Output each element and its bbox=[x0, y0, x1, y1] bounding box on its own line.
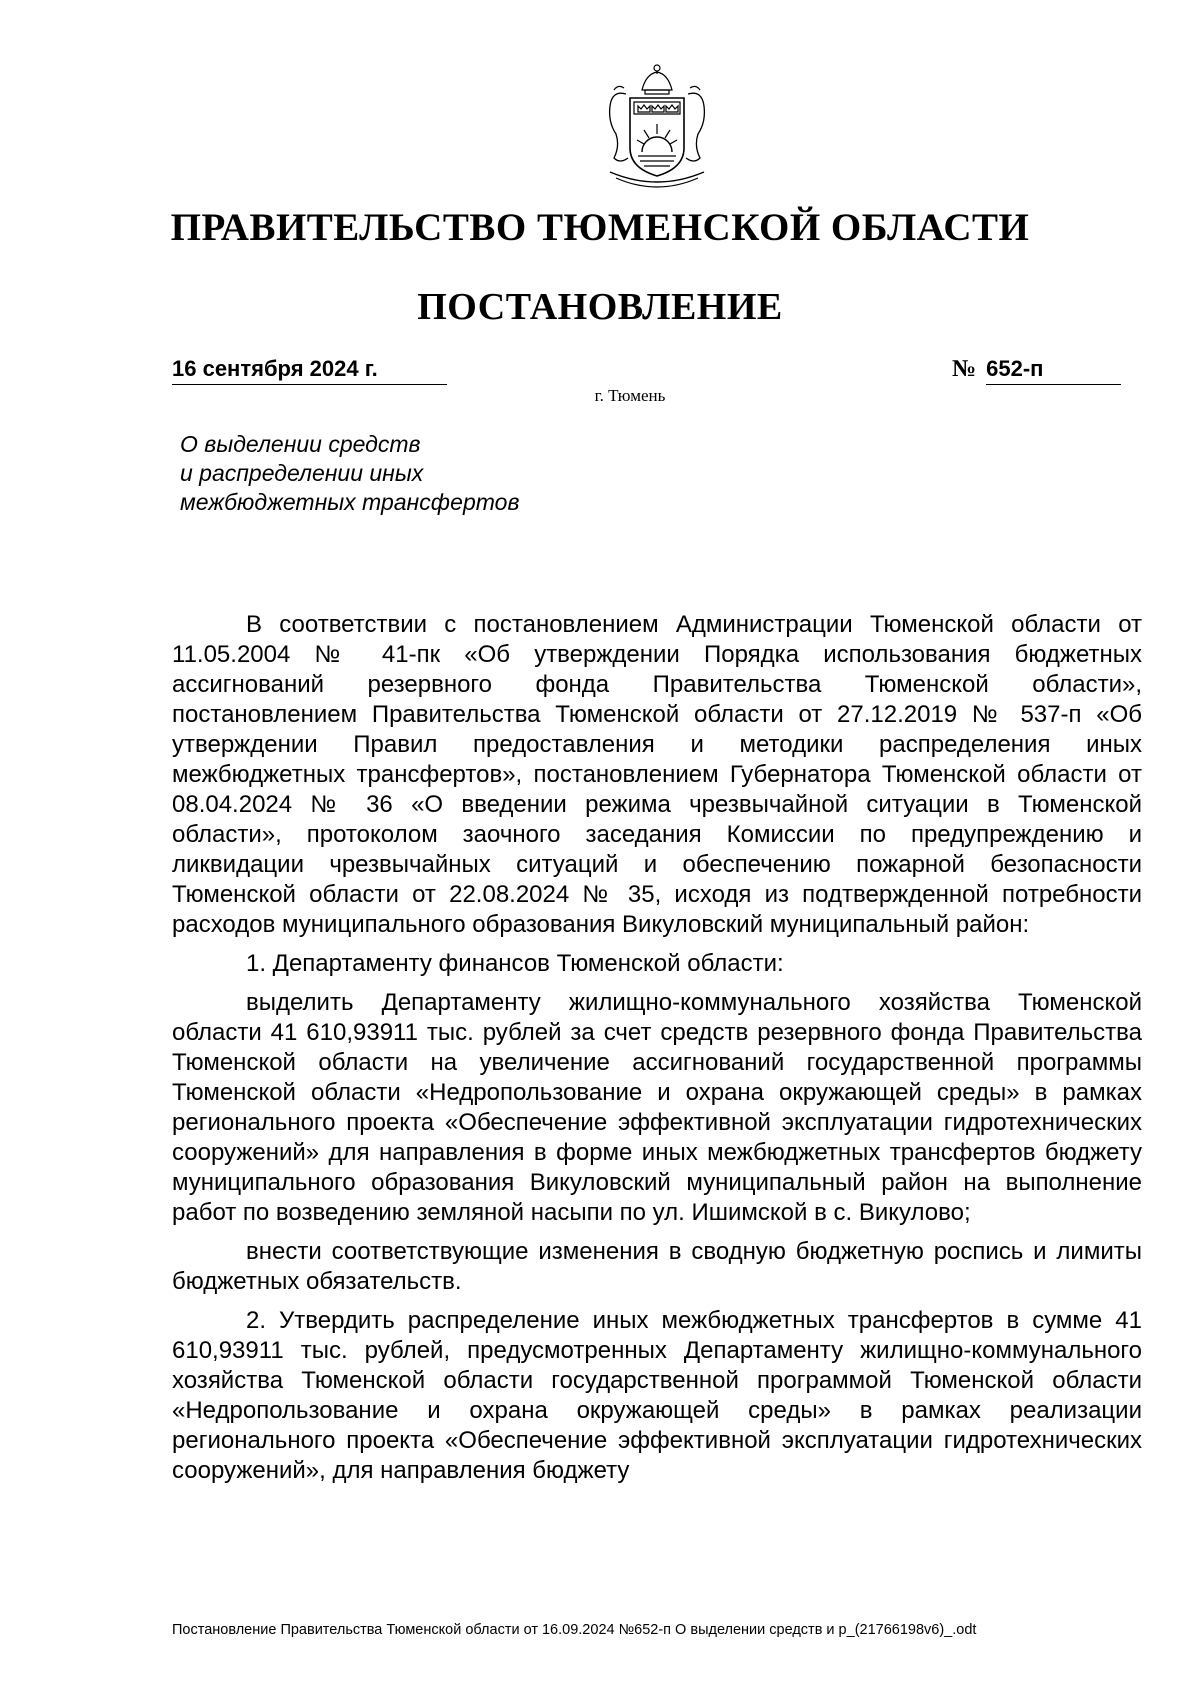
document-body bbox=[172, 610, 1142, 1486]
subject-line: и распределении иных bbox=[180, 460, 424, 486]
subject-line: межбюджетных трансфертов bbox=[180, 489, 520, 515]
document-subject bbox=[180, 430, 630, 517]
document-city: г. Тюмень bbox=[594, 386, 666, 405]
body-paragraph: 2. Утвердить распределение иных межбюджетных трансфертов в сумме 41 610,93911 тыс. рублей, предусмотренных Департаменту жилищно-коммунального хозяйства Тюменской области государственной программой Тюменской области «Недропользование и охрана окружающей среды» в рамках реализации регионального проекта «Обеспечение эффективной эксплуатации гидротехнических сооружений», для направления бюджету bbox=[172, 1307, 1142, 1484]
body-paragraph: выделить Департаменту жилищно-коммунального хозяйства Тюменской области 41 610,93911 тыс. рублей за счет средств резервного фонда Правительства Тюменской области на увеличение ассигнований государственной программы Тюменской области «Недропользование и охрана окружающей среды» в рамках регионального проекта «Обеспечение эффективной эксплуатации гидротехнических сооружений» для направления в форме иных межбюджетных трансфертов бюджету муниципального образования Викуловский муниципальный район на выполнение работ по возведению земляной насыпи по ул. Ишимской в с. Викулово; bbox=[172, 989, 1142, 1226]
body-paragraph: В соответствии с постановлением Администрации Тюменской области от 11.05.2004 № 41-пк «Об утверждении Порядка использования бюджетных ассигнований резервного фонда Правительства Тюменской области», постановлением Правительства Тюменской области от 27.12.2019 № 537-п «Об утверждении Правил предоставления и методики распределения иных межбюджетных трансфертов», постановлением Губернатора Тюменской области от 08.04.2024 № 36 «О введении режима чрезвычайной ситуации в Тюменской области», протоколом заочного заседания Комиссии по предупреждению и ликвидации чрезвычайных ситуаций и обеспечению пожарной безопасности Тюменской области от 22.08.2024 № 35, исходя из подтвержденной потребности расходов муниципального образования Викуловский муниципальный район: bbox=[172, 611, 1142, 938]
organization-title: ПРАВИТЕЛЬСТВО ТЮМЕНСКОЙ ОБЛАСТИ bbox=[170, 206, 1030, 249]
footer-file-info: Постановление Правительства Тюменской области от 16.09.2024 №652-п О выделении средств и р_(21766198v6)_.odt bbox=[172, 1622, 977, 1638]
number-sign: № bbox=[952, 356, 977, 382]
document-number-line bbox=[952, 356, 1132, 385]
subject-line: О выделении средств bbox=[180, 431, 421, 457]
document-type-heading: ПОСТАНОВЛЕНИЕ bbox=[417, 286, 783, 328]
document-date: 16 сентября 2024 г. bbox=[172, 356, 447, 385]
body-paragraph: 1. Департаменту финансов Тюменской области: bbox=[246, 950, 784, 977]
document-number: 652-п bbox=[986, 356, 1121, 385]
body-paragraph: внести соответствующие изменения в сводную бюджетную роспись и лимиты бюджетных обязательств. bbox=[172, 1238, 1142, 1295]
coat-of-arms-emblem bbox=[590, 60, 725, 195]
